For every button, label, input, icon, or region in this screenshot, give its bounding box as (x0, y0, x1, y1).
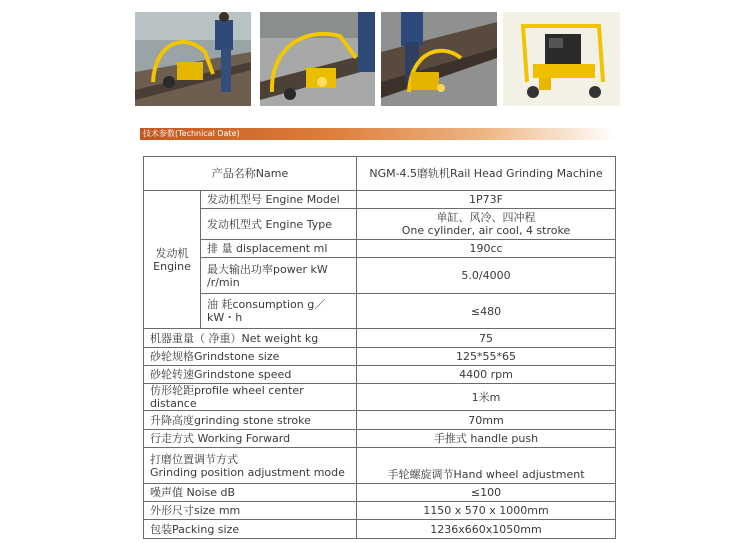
table-row (144, 191, 616, 209)
banner-title: 技术参数(Technical Date) (143, 129, 240, 138)
photo-1 (135, 12, 251, 106)
spec-label: 噪声值 Noise dB (144, 484, 357, 502)
spec-label: 升降高度grinding stone stroke (144, 411, 357, 430)
engine-type-en: One cylinder, air cool, 4 stroke (401, 224, 571, 237)
engine-type-zh: 单缸、风冷、四冲程 (436, 211, 536, 224)
spec-label: 机器重量（ 净重）Net weight kg (144, 329, 357, 348)
spec-label: 行走方式 Working Forward (144, 430, 357, 448)
spec-value: NGM-4.5磨轨机Rail Head Grinding Machine (357, 157, 616, 191)
spec-label: 发动机型式 Engine Type (201, 209, 357, 240)
spec-value: 70mm (357, 411, 616, 430)
spec-value: 手推式 handle push (357, 430, 616, 448)
table-row (144, 384, 616, 411)
table-row (144, 411, 616, 430)
photo-2 (260, 12, 375, 106)
spec-value: 手轮螺旋调节Hand wheel adjustment (357, 448, 616, 484)
table-row (144, 240, 616, 258)
table-row (144, 502, 616, 520)
spec-value: 1米m (357, 384, 616, 411)
spec-value: 125*55*65 (357, 348, 616, 366)
table-row (144, 294, 616, 329)
spec-value: 75 (357, 329, 616, 348)
spec-label: 外形尺寸size mm (144, 502, 357, 520)
spec-value: ≤480 (357, 294, 616, 329)
table-row (144, 157, 616, 191)
spec-label: 油 耗consumption g／kW・h (201, 294, 357, 329)
spec-value: 4400 rpm (357, 366, 616, 384)
spec-value: 1150 x 570 x 1000mm (357, 502, 616, 520)
engine-group-zh: 发动机 (155, 246, 189, 260)
spec-label: 包装Packing size (144, 520, 357, 539)
spec-value: 190cc (357, 240, 616, 258)
engine-group-cell (144, 191, 201, 329)
spec-value: 1236x660x1050mm (357, 520, 616, 539)
spec-value: ≤100 (357, 484, 616, 502)
adjust-label-en: Grinding position adjustment mode (150, 465, 345, 479)
spec-value: 5.0/4000 (357, 258, 616, 294)
table-row (144, 348, 616, 366)
spec-label: 排 量 displacement ml (201, 240, 357, 258)
engine-group-en: Engine (153, 259, 191, 273)
table-row (144, 329, 616, 348)
table-row (144, 430, 616, 448)
table-row (144, 520, 616, 539)
photo-3 (381, 12, 497, 106)
photo-strip (135, 12, 620, 106)
photo-4 (503, 12, 620, 106)
adjust-label-zh: 打磨位置调节方式 (150, 452, 238, 466)
table-row (144, 209, 616, 240)
spec-value: 1P73F (357, 191, 616, 209)
spec-label: 最大输出功率power kW /r/min (201, 258, 357, 294)
spec-label: 产品名称Name (144, 157, 357, 191)
spec-label (144, 448, 357, 484)
spec-value (357, 209, 616, 240)
table-row (144, 366, 616, 384)
technical-data-banner (140, 128, 616, 140)
spec-label: 仿形轮距profile wheel center distance (144, 384, 357, 411)
spec-label: 砂轮转速Grindstone speed (144, 366, 357, 384)
table-row (144, 448, 616, 484)
table-row (144, 258, 616, 294)
spec-label: 发动机型号 Engine Model (201, 191, 357, 209)
spec-table (143, 156, 616, 539)
table-row (144, 484, 616, 502)
spec-label: 砂轮规格Grindstone size (144, 348, 357, 366)
